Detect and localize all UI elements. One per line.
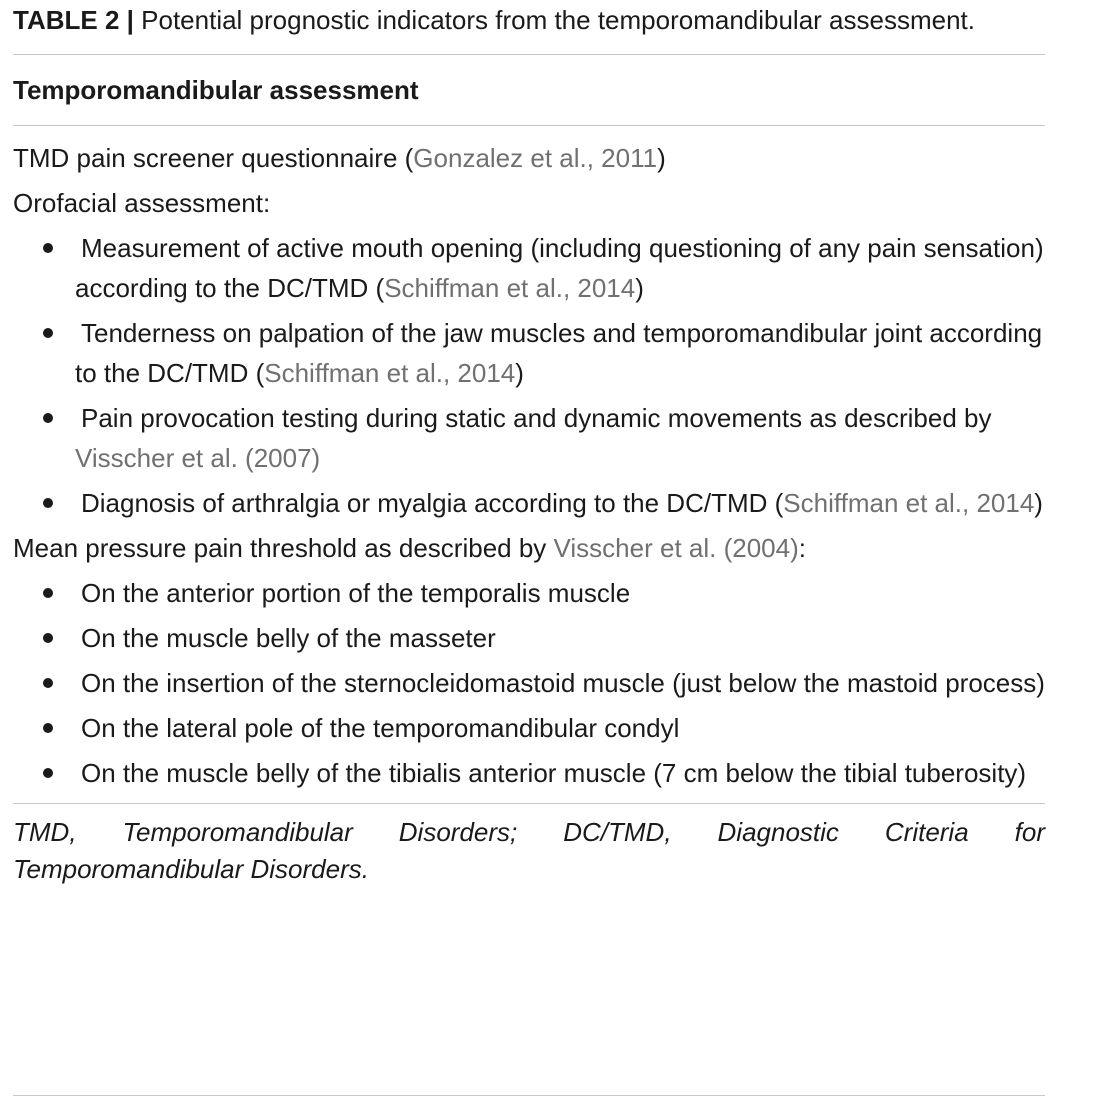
list-item [13,753,1045,793]
citation-link[interactable]: Gonzalez et al., 2011 [413,143,658,173]
list-item [13,228,1045,308]
bullet-icon [43,633,53,643]
bullet-icon [43,723,53,733]
list-item-text: On the anterior portion of the temporalis muscle [81,578,631,608]
caption-text: Potential prognostic indicators from the temporomandibular assessment. [133,5,975,35]
list-item-text: On the lateral pole of the temporomandibular condyl [81,713,680,743]
list-item [13,708,1045,748]
table-body [13,126,1045,793]
list-item-text: On the muscle belly of the tibialis anterior muscle (7 cm below the tibial tuberosity) [81,758,1027,788]
bullet-icon [43,243,53,253]
table-figure [13,0,1045,888]
bullet-icon [43,768,53,778]
bullet-icon [43,328,53,338]
table-caption [13,0,1045,40]
table-header: Temporomandibular assessment [13,75,419,105]
bullet-icon [43,498,53,508]
list-item [13,313,1045,393]
list-item [13,483,1045,523]
list-item-text: Measurement of active mouth opening (including questioning of any pain sensation) according to the DC/TMD (Schiffman et al., 2014) [75,233,1044,303]
list-item-text: Tenderness on palpation of the jaw muscles and temporomandibular joint according to the DC/TMD (Schiffman et al., 2014) [75,318,1043,388]
row-text: : [798,533,806,563]
list-item [13,663,1045,703]
bullet-icon [43,678,53,688]
list-item-text: Pain provocation testing during static and dynamic movements as described by Visscher et al. (2007) [75,403,992,473]
list-item [13,618,1045,658]
row-orofacial: Orofacial assessment: [13,188,271,218]
citation-link[interactable]: Visscher et al. (2004) [553,533,799,563]
footnote-line: Temporomandibular Disorders. [13,854,369,884]
list-item [13,398,1045,478]
list-item-text: On the muscle belly of the masseter [81,623,496,653]
list-item-text: Diagnosis of arthralgia or myalgia according to the DC/TMD (Schiffman et al., 2014) [81,488,1043,518]
caption-label: TABLE 2 | [13,5,134,35]
bullet-icon [43,588,53,598]
footnote-line: TMD, Temporomandibular Disorders; DC/TMD, Diagnostic Criteria for [13,817,1045,847]
citation-link[interactable]: Visscher et al. (2007) [75,443,321,473]
list-item [13,573,1045,613]
list-item-text: On the insertion of the sternocleidomastoid muscle (just below the mastoid process) [81,668,1045,698]
row-text: ) [657,143,666,173]
table-footnote [13,804,1045,888]
citation-link[interactable]: Schiffman et al., 2014 [264,358,516,388]
row-tmd-screener [13,138,1045,178]
citation-link[interactable]: Schiffman et al., 2014 [783,488,1035,518]
footnote-bottom-rule [13,1095,1045,1096]
row-text: Mean pressure pain threshold as described by [13,533,554,563]
citation-link[interactable]: Schiffman et al., 2014 [384,273,636,303]
row-pressure-pain-threshold [13,528,1045,568]
row-text: TMD pain screener questionnaire ( [13,143,414,173]
bullet-icon [43,413,53,423]
